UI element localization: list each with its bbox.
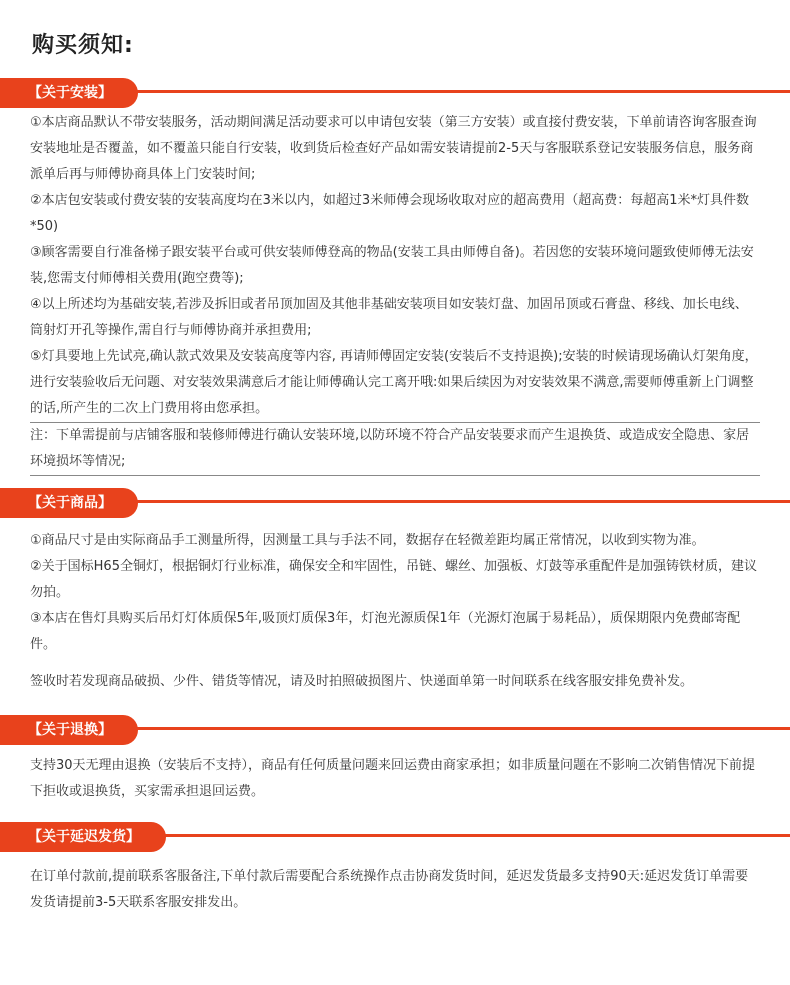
install-item: ③顾客需要自行准备梯子跟安装平台或可供安装师傅登高的物品(安装工具由师傅自备)。若因您的安装环境问题致使师傅无法安装,您需支付师傅相关费用(跑空费等); bbox=[30, 245, 754, 286]
product-item: ①商品尺寸是由实际商品手工测量所得，因测量工具与手法不同，数据存在轻微差距均属正常情况，以收到实物为准。 bbox=[30, 533, 705, 548]
section-tag-delay: 【关于延迟发货】 bbox=[0, 822, 166, 852]
delay-section-body bbox=[30, 864, 760, 916]
sign-note-block bbox=[30, 669, 760, 695]
return-section-body bbox=[30, 753, 760, 805]
page-title: 购买须知: bbox=[32, 33, 134, 58]
install-note-box bbox=[30, 422, 760, 476]
delay-text: 在订单付款前,提前联系客服备注,下单付款后需要配合系统操作点击协商发货时间，延迟发货最多支持90天:延迟发货订单需要发货请提前3-5天联系客服安排发出。 bbox=[30, 869, 749, 910]
return-text: 支持30天无理由退换（安装后不支持），商品有任何质量问题来回运费由商家承担；如非质量问题在不影响二次销售情况下前提下拒收或退换货，买家需承担退回运费。 bbox=[30, 758, 756, 799]
sign-note: 签收时若发现商品破损、少件、错货等情况，请及时拍照破损图片、快递面单第一时间联系在线客服安排免费补发。 bbox=[30, 674, 694, 689]
section-tag-return: 【关于退换】 bbox=[0, 715, 138, 745]
install-item: ②本店包安装或付费安装的安装高度均在3米以内，如超过3米师傅会现场收取对应的超高费用（超高费：每超高1米*灯具件数*50) bbox=[30, 193, 749, 234]
product-item: ③本店在售灯具购买后吊灯灯体质保5年,吸顶灯质保3年，灯泡光源质保1年（光源灯泡属于易耗品），质保期限内免费邮寄配件。 bbox=[30, 611, 741, 652]
section-tag-install: 【关于安装】 bbox=[0, 78, 138, 108]
product-item: ②关于国标H65全铜灯，根据铜灯行业标准，确保安全和牢固性，吊链、螺丝、加强板、灯鼓等承重配件是加强铸铁材质，建议勿拍。 bbox=[30, 559, 757, 600]
install-item: ①本店商品默认不带安装服务，活动期间满足活动要求可以申请包安装（第三方安装）或直接付费安装，下单前请咨询客服查询安装地址是否覆盖，如不覆盖只能自行安装，收到货后检查好产品如需安装请提前2-5天与客服联系登记安装服务信息，服务商派单后再与师傅协商具体上门安装时间; bbox=[30, 115, 757, 182]
product-section-body bbox=[30, 528, 760, 658]
section-tag-product: 【关于商品】 bbox=[0, 488, 138, 518]
install-note: 注：下单需提前与店铺客服和装修师傅进行确认安装环境,以防环境不符合产品安装要求而产生退换货、或造成安全隐患、家居环境损坏等情况; bbox=[30, 428, 750, 469]
install-item: ⑤灯具要地上先试亮,确认款式效果及安装高度等内容, 再请师傅固定安装(安装后不支持退换);安装的时候请现场确认灯架角度，进行安装验收后无问题、对安装效果满意后才能让师傅确认完工离开哦:如果后续因为对安装效果不满意,需要师傅重新上门调整的话,所产生的二次上门费用将由您承担。 bbox=[30, 349, 758, 416]
install-item: ④以上所述均为基础安装,若涉及拆旧或者吊顶加固及其他非基础安装项目如安装灯盘、加固吊顶或石膏盘、移线、加长电线、筒射灯开孔等操作,需自行与师傅协商并承担费用; bbox=[30, 297, 748, 338]
install-section-body bbox=[30, 110, 760, 476]
